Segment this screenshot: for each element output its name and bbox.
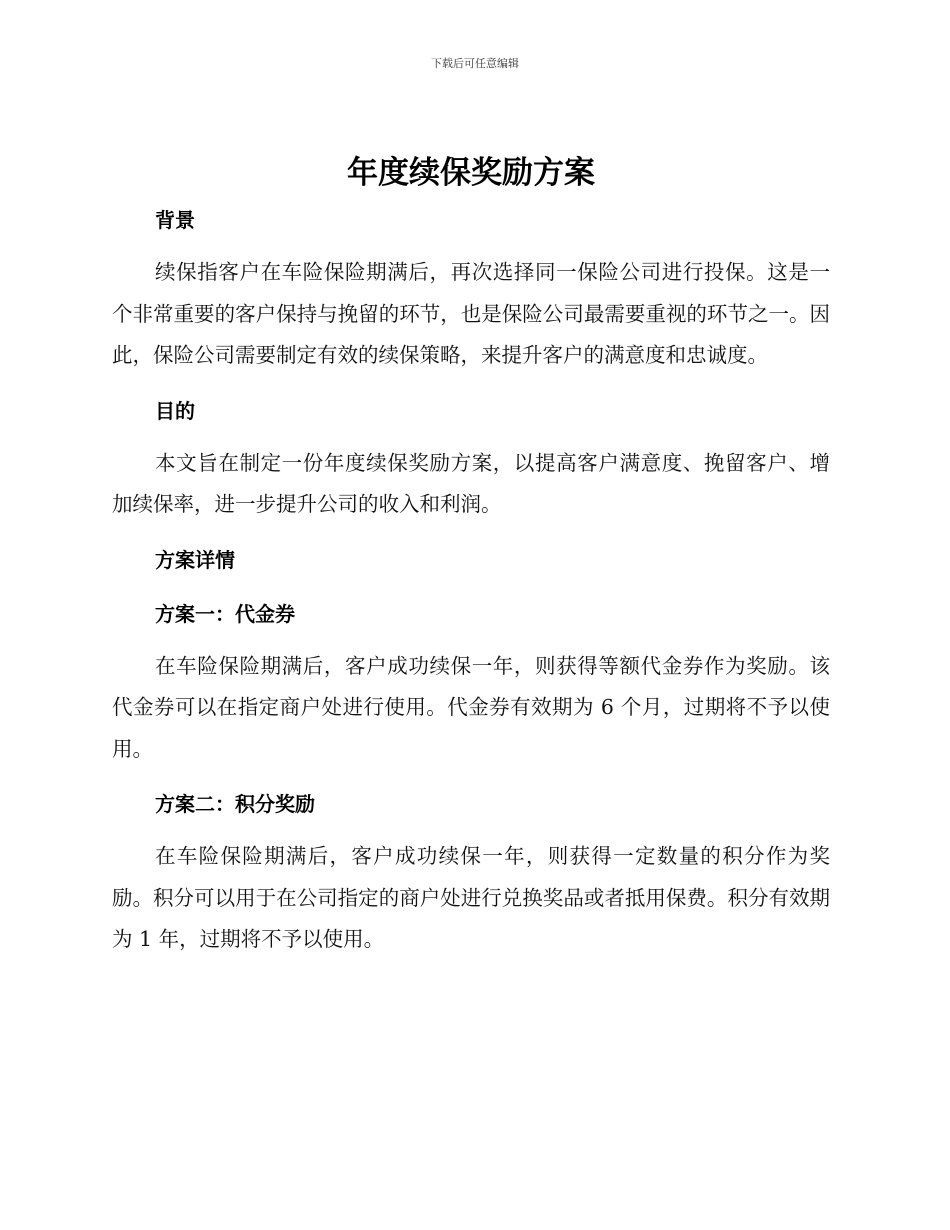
header-note: 下载后可任意编辑 <box>431 57 519 70</box>
document-title: 年度续保奖励方案 <box>347 155 595 191</box>
section-text-plan-one: 在车险保险期满后，客户成功续保一年，则获得等额代金券作为奖励。该代金券可以在指定商户处进行使用。代金券有效期为 6 个月，过期将不予以使用。 <box>112 653 830 761</box>
section-text-plan-two: 在车险保险期满后，客户成功续保一年，则获得一定数量的积分作为奖励。积分可以用于在公司指定的商户处进行兑换奖品或者抵用保费。积分有效期为 1 年，过期将不予以使用。 <box>112 844 830 951</box>
section-heading-plan-details: 方案详情 <box>155 547 235 572</box>
document-body <box>112 150 830 961</box>
section-heading-purpose: 目的 <box>155 398 195 423</box>
section-text-purpose: 本文旨在制定一份年度续保奖励方案，以提高客户满意度、挽留客户、增加续保率，进一步提升公司的收入和利润。 <box>112 450 830 516</box>
section-text-background: 续保指客户在车险保险期满后，再次选择同一保险公司进行投保。这是一个非常重要的客户保持与挽留的环节，也是保险公司最需要重视的环节之一。因此，保险公司需要制定有效的续保策略，来提升客户的满意度和忠诚度。 <box>112 260 830 367</box>
section-heading-plan-two: 方案二：积分奖励 <box>155 792 315 816</box>
section-heading-background: 背景 <box>155 208 195 232</box>
section-heading-plan-one: 方案一：代金券 <box>155 601 295 626</box>
